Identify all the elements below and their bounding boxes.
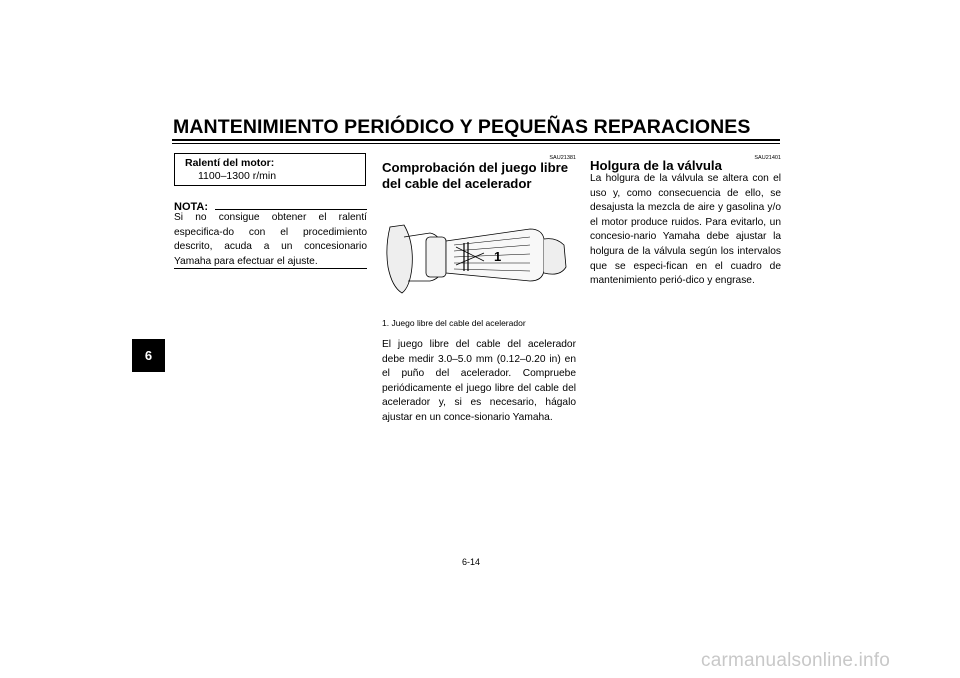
section-title-throttle: Comprobación del juego libre del cable del acelerador <box>382 160 569 191</box>
note-rule <box>215 209 367 210</box>
throttle-grip-figure <box>380 207 576 311</box>
watermark: carmanualsonline.info <box>701 650 891 671</box>
spec-label: Ralentí del motor: <box>185 157 275 169</box>
page-number: 6-14 <box>462 557 481 567</box>
chapter-tab: 6 <box>132 339 165 372</box>
section-title-valve: Holgura de la válvula <box>590 158 722 173</box>
idle-spec-box <box>174 153 366 186</box>
valve-text: La holgura de la válvula se altera con el uso y, como consecuencia de ello, se desajusta la mezcla de aire y gasolina y/o el motor produce ruidos. Para evitarlo, un concesio-nario Yamaha debe ajustar la holgura de la válvula según los intervalos que se especi-fican en el cuadro de mantenimiento perió-dico y engrase. <box>590 173 781 287</box>
section-code: SAU21381 <box>549 155 576 161</box>
note-heading: NOTA: <box>174 201 209 213</box>
page-title: MANTENIMIENTO PERIÓDICO Y PEQUEÑAS REPARACIONES <box>173 116 751 138</box>
title-rule-thin <box>172 143 780 144</box>
spec-value: 1100–1300 r/min <box>198 170 277 182</box>
figure-callout-label: 1 <box>494 249 502 264</box>
figure-caption: 1. Juego libre del cable del acelerador <box>382 318 526 328</box>
throttle-text: El juego libre del cable del acelerador debe medir 3.0–5.0 mm (0.12–0.20 in) en el puño del acelerador. Compruebe periódicamente el juego libre del cable del acelerador y, si es necesario, hágalo ajustar en un conce-sionario Yamaha. <box>382 339 576 423</box>
section-code: SAU21401 <box>754 155 781 161</box>
note-text: Si no consigue obtener el ralentí especifica-do con el procedimiento descrito, acuda a un concesionario Yamaha para efectuar el ajuste. <box>174 212 367 267</box>
title-rule <box>172 139 780 141</box>
note-end-rule <box>174 268 367 269</box>
